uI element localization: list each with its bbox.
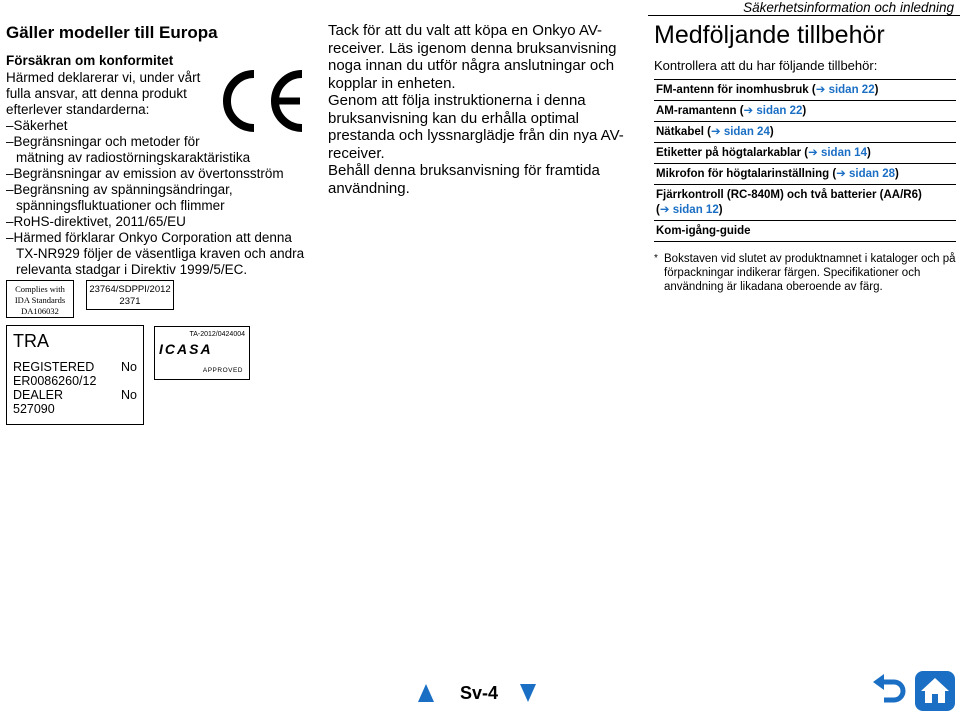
page-link[interactable]: sidan 22: [828, 84, 875, 96]
back-icon[interactable]: [870, 672, 908, 710]
page-link[interactable]: sidan 12: [672, 204, 719, 216]
standard-item-cont: relevanta stadgar i Direktiv 1999/5/EC.: [16, 262, 248, 277]
accessories-section: [654, 20, 960, 294]
list-item: FM-antenn för inomhusbruk (➔ sidan 22): [654, 80, 956, 101]
list-item: Fjärrkontroll (RC-840M) och två batterier (AA/R6) (➔ sidan 12): [654, 185, 956, 221]
tra-label: TRA REGISTERED No ER0086260/12 DEALER No 527090: [6, 325, 144, 425]
tra-title: TRA: [13, 331, 49, 351]
page-link[interactable]: sidan 24: [723, 126, 770, 138]
page-link[interactable]: sidan 28: [849, 168, 896, 180]
list-item: Kom-igång-guide: [654, 221, 956, 242]
intro-paragraph: Behåll denna bruksanvisning för framtida användning.: [328, 162, 600, 197]
arrow-right-icon: ➔: [815, 84, 826, 96]
conformity-line: fulla ansvar, att denna produkt: [6, 86, 187, 101]
page-link[interactable]: sidan 14: [820, 147, 867, 159]
header-rule: [648, 15, 960, 16]
arrow-right-icon: ➔: [659, 204, 670, 216]
home-icon[interactable]: [914, 670, 956, 712]
page-link[interactable]: sidan 22: [756, 105, 803, 117]
icasa-status: APPROVED: [202, 367, 243, 374]
sdppi-label: 23764/SDPPI/2012 2371: [86, 280, 174, 310]
standard-item: –Härmed förklarar Onkyo Corporation att denna: [6, 230, 292, 245]
previous-page-icon[interactable]: [418, 684, 434, 702]
section-subtitle: Försäkran om konformitet: [6, 53, 174, 68]
next-page-icon[interactable]: [520, 684, 536, 702]
intro-text: [328, 22, 628, 197]
list-item: Etiketter på högtalarkablar (➔ sidan 14): [654, 143, 956, 164]
conformity-line: Härmed deklarerar vi, under vårt: [6, 70, 201, 85]
list-item: Mikrofon för högtalarinställning (➔ sidan 28): [654, 164, 956, 185]
standard-item-cont: TX-NR929 följer de väsentliga kraven och andra: [16, 246, 305, 261]
footnote-mark: *: [654, 253, 658, 264]
icasa-label: [154, 326, 250, 380]
breadcrumb: Säkerhetsinformation och inledning: [743, 0, 954, 15]
arrow-right-icon: ➔: [836, 168, 846, 180]
standard-item: –Begränsningar av emission av övertonsström: [6, 166, 284, 181]
standard-item: –RoHS-direktivet, 2011/65/EU: [6, 214, 186, 229]
standard-item: –Begränsning av spänningsändringar,: [6, 182, 233, 197]
list-item: Nätkabel (➔ sidan 24): [654, 122, 956, 143]
list-item: AM-ramantenn (➔ sidan 22): [654, 101, 956, 122]
standard-item-cont: mätning av radiostörningskaraktäristika: [16, 150, 251, 165]
icasa-logo: ICASA: [159, 341, 213, 357]
arrow-right-icon: ➔: [808, 147, 818, 159]
section-title: Gäller modeller till Europa: [6, 23, 218, 42]
intro-paragraph: Tack för att du valt att köpa en Onkyo AV-receiver. Läs igenom denna bruksanvisning noga innan du utför några anslutningar och kopplar in enheten.: [328, 22, 617, 92]
ce-mark-icon: [214, 70, 310, 132]
accessories-title: Medföljande tillbehör: [654, 21, 885, 49]
ida-compliance-label: Complies with IDA Standards DA106032: [6, 280, 74, 318]
arrow-right-icon: ➔: [710, 126, 721, 138]
intro-paragraph: Genom att följa instruktionerna i denna bruksanvisning kan du erhålla optimal prestanda och lyssnarglädje från din nya AV-receiver.: [328, 92, 624, 162]
standard-item-cont: spänningsfluktuationer och flimmer: [16, 198, 225, 213]
accessories-list: [654, 79, 956, 242]
page-number: Sv-4: [460, 683, 499, 703]
standard-item: –Begränsningar och metoder för: [6, 134, 200, 149]
icasa-number: TA-2012/0424004: [189, 331, 245, 338]
arrow-right-icon: ➔: [743, 105, 754, 117]
accessories-intro: Kontrollera att du har följande tillbehör:: [654, 58, 878, 73]
footnote-text: Bokstaven vid slutet av produktnamnet i kataloger och på förpackningar indikerar färgen. Specifikationer och användning är likadana oberoende av färg.: [664, 253, 956, 293]
standard-item: –Säkerhet: [6, 118, 68, 133]
conformity-line: efterlever standarderna:: [6, 102, 150, 117]
footnote: [654, 252, 960, 294]
